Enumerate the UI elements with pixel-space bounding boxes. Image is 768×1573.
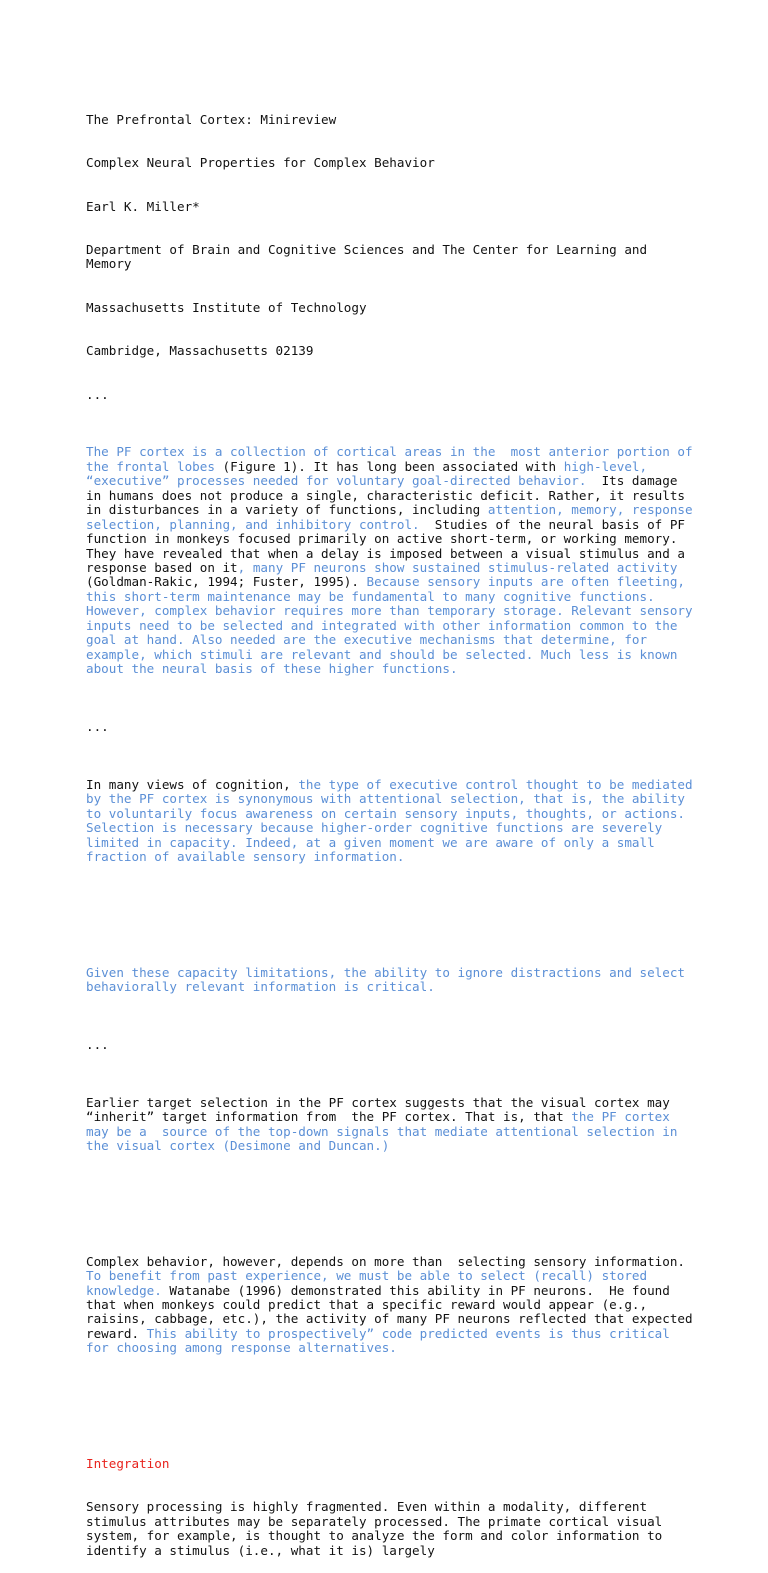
paragraph-gap (86, 1399, 696, 1413)
body-text: In many views of cognition, (86, 776, 299, 792)
highlight-text: Given these capacity limitations, the ability to ignore distractions and select behaviorally relevant information is critical. (86, 964, 693, 995)
paragraph-pf-cortex (86, 444, 701, 677)
highlight-text: , many PF neurons show sustained stimulus-related activity (237, 559, 678, 575)
body-text: Earlier target selection in the PF cortex suggests that the visual cortex may “inherit” target information from the PF cortex. That is, that (86, 1094, 678, 1125)
paragraph-complex-behavior (86, 1253, 701, 1356)
ellipsis-1: ... (86, 386, 109, 402)
document-page (86, 84, 701, 1573)
highlight-text: This ability to prospectively” code predicted events is thus critical for choosing among response alternatives. (86, 1325, 678, 1356)
author-name: Earl K. Miller* (86, 198, 200, 214)
body-text: (Figure 1). It has long been associated with (214, 458, 564, 474)
highlight-text: high-level, “executive” processes needed for voluntary goal-directed behavior. (86, 458, 655, 489)
author-location: Cambridge, Massachusetts 02139 (86, 343, 314, 359)
body-text: Watanabe (1996) demonstrated this ability in PF neurons. He found that when monkeys could predict that a specific reward would appear (e.g., raisins, cabbage, etc.), the activity of many PF neurons reflected that expected reward. (86, 1282, 701, 1341)
paragraph-target-selection (86, 1096, 696, 1154)
body-text: Complex behavior, however, depends on more than selecting sensory information. (86, 1253, 693, 1269)
paragraph-integration: Sensory processing is highly fragmented. Even within a modality, different stimulus attributes may be separately processed. The primate cortical visual system, for example, is thought to analyze the form and color information to identify a stimulus (i.e., what it is) largely (86, 1499, 670, 1558)
doc-subtitle: Complex Neural Properties for Complex Behavior (86, 155, 435, 171)
paragraph-gap (86, 1197, 696, 1211)
author-institution: Massachusetts Institute of Technology (86, 299, 367, 315)
author-department: Department of Brain and Cognitive Sciences and The Center for Learning and Memory (86, 241, 655, 272)
paragraph-gap (86, 908, 696, 922)
highlight-text: the PF cortex may be a source of the top-down signals that mediate attentional selection in the visual cortex (Desimone and Duncan.) (86, 1109, 685, 1154)
highlight-text: attention, memory, response selection, planning, and inhibitory control. (86, 502, 701, 532)
body-text: Studies of the neural basis of PF function in monkeys focused primarily on active short-term, or working memory. They have revealed that when a delay is imposed between a visual stimulus and a response based on it (86, 516, 693, 575)
paragraph-cognition (86, 776, 701, 865)
ellipsis-3: ... (86, 1036, 109, 1052)
highlight-text: To benefit from past experience, we must be able to select (recall) stored knowledge. (86, 1268, 655, 1298)
body-text: Its damage in humans does not produce a single, characteristic deficit. Rather, it results in disturbances in a variety of functions, including (86, 473, 693, 518)
highlight-text: Because sensory inputs are often fleeting, this short-term maintenance may be fundamental to many cognitive functions. However, complex behavior requires more than temporary storage. Relevant sensory inputs need to be selected and integrated with other information common to the goal at hand. Also needed are the executive mechanisms that determine, for example, which stimuli are relevant and should be selected. Much less is known about the neural basis of these higher functions. (86, 574, 701, 677)
ellipsis-2: ... (86, 718, 109, 734)
body-text: (Goldman-Rakic, 1994; Fuster, 1995). (86, 559, 686, 590)
doc-title: The Prefrontal Cortex: Minireview (86, 111, 337, 127)
paragraph-capacity (86, 966, 696, 995)
section-heading: Integration (86, 1456, 170, 1471)
highlight-text: the type of executive control thought to be mediated by the PF cortex is synonymous with attentional selection, that is, the ability to voluntarily focus awareness on certain sensory inputs, thoughts, or actions. Selection is necessary because higher-order cognitive functions are severely limited in capacity. Indeed, at a given moment we are aware of only a small fraction of available sensory information. (86, 776, 701, 865)
highlight-text: The PF cortex is a collection of cortical areas in the most anterior portion of the frontal lobes (86, 444, 701, 474)
